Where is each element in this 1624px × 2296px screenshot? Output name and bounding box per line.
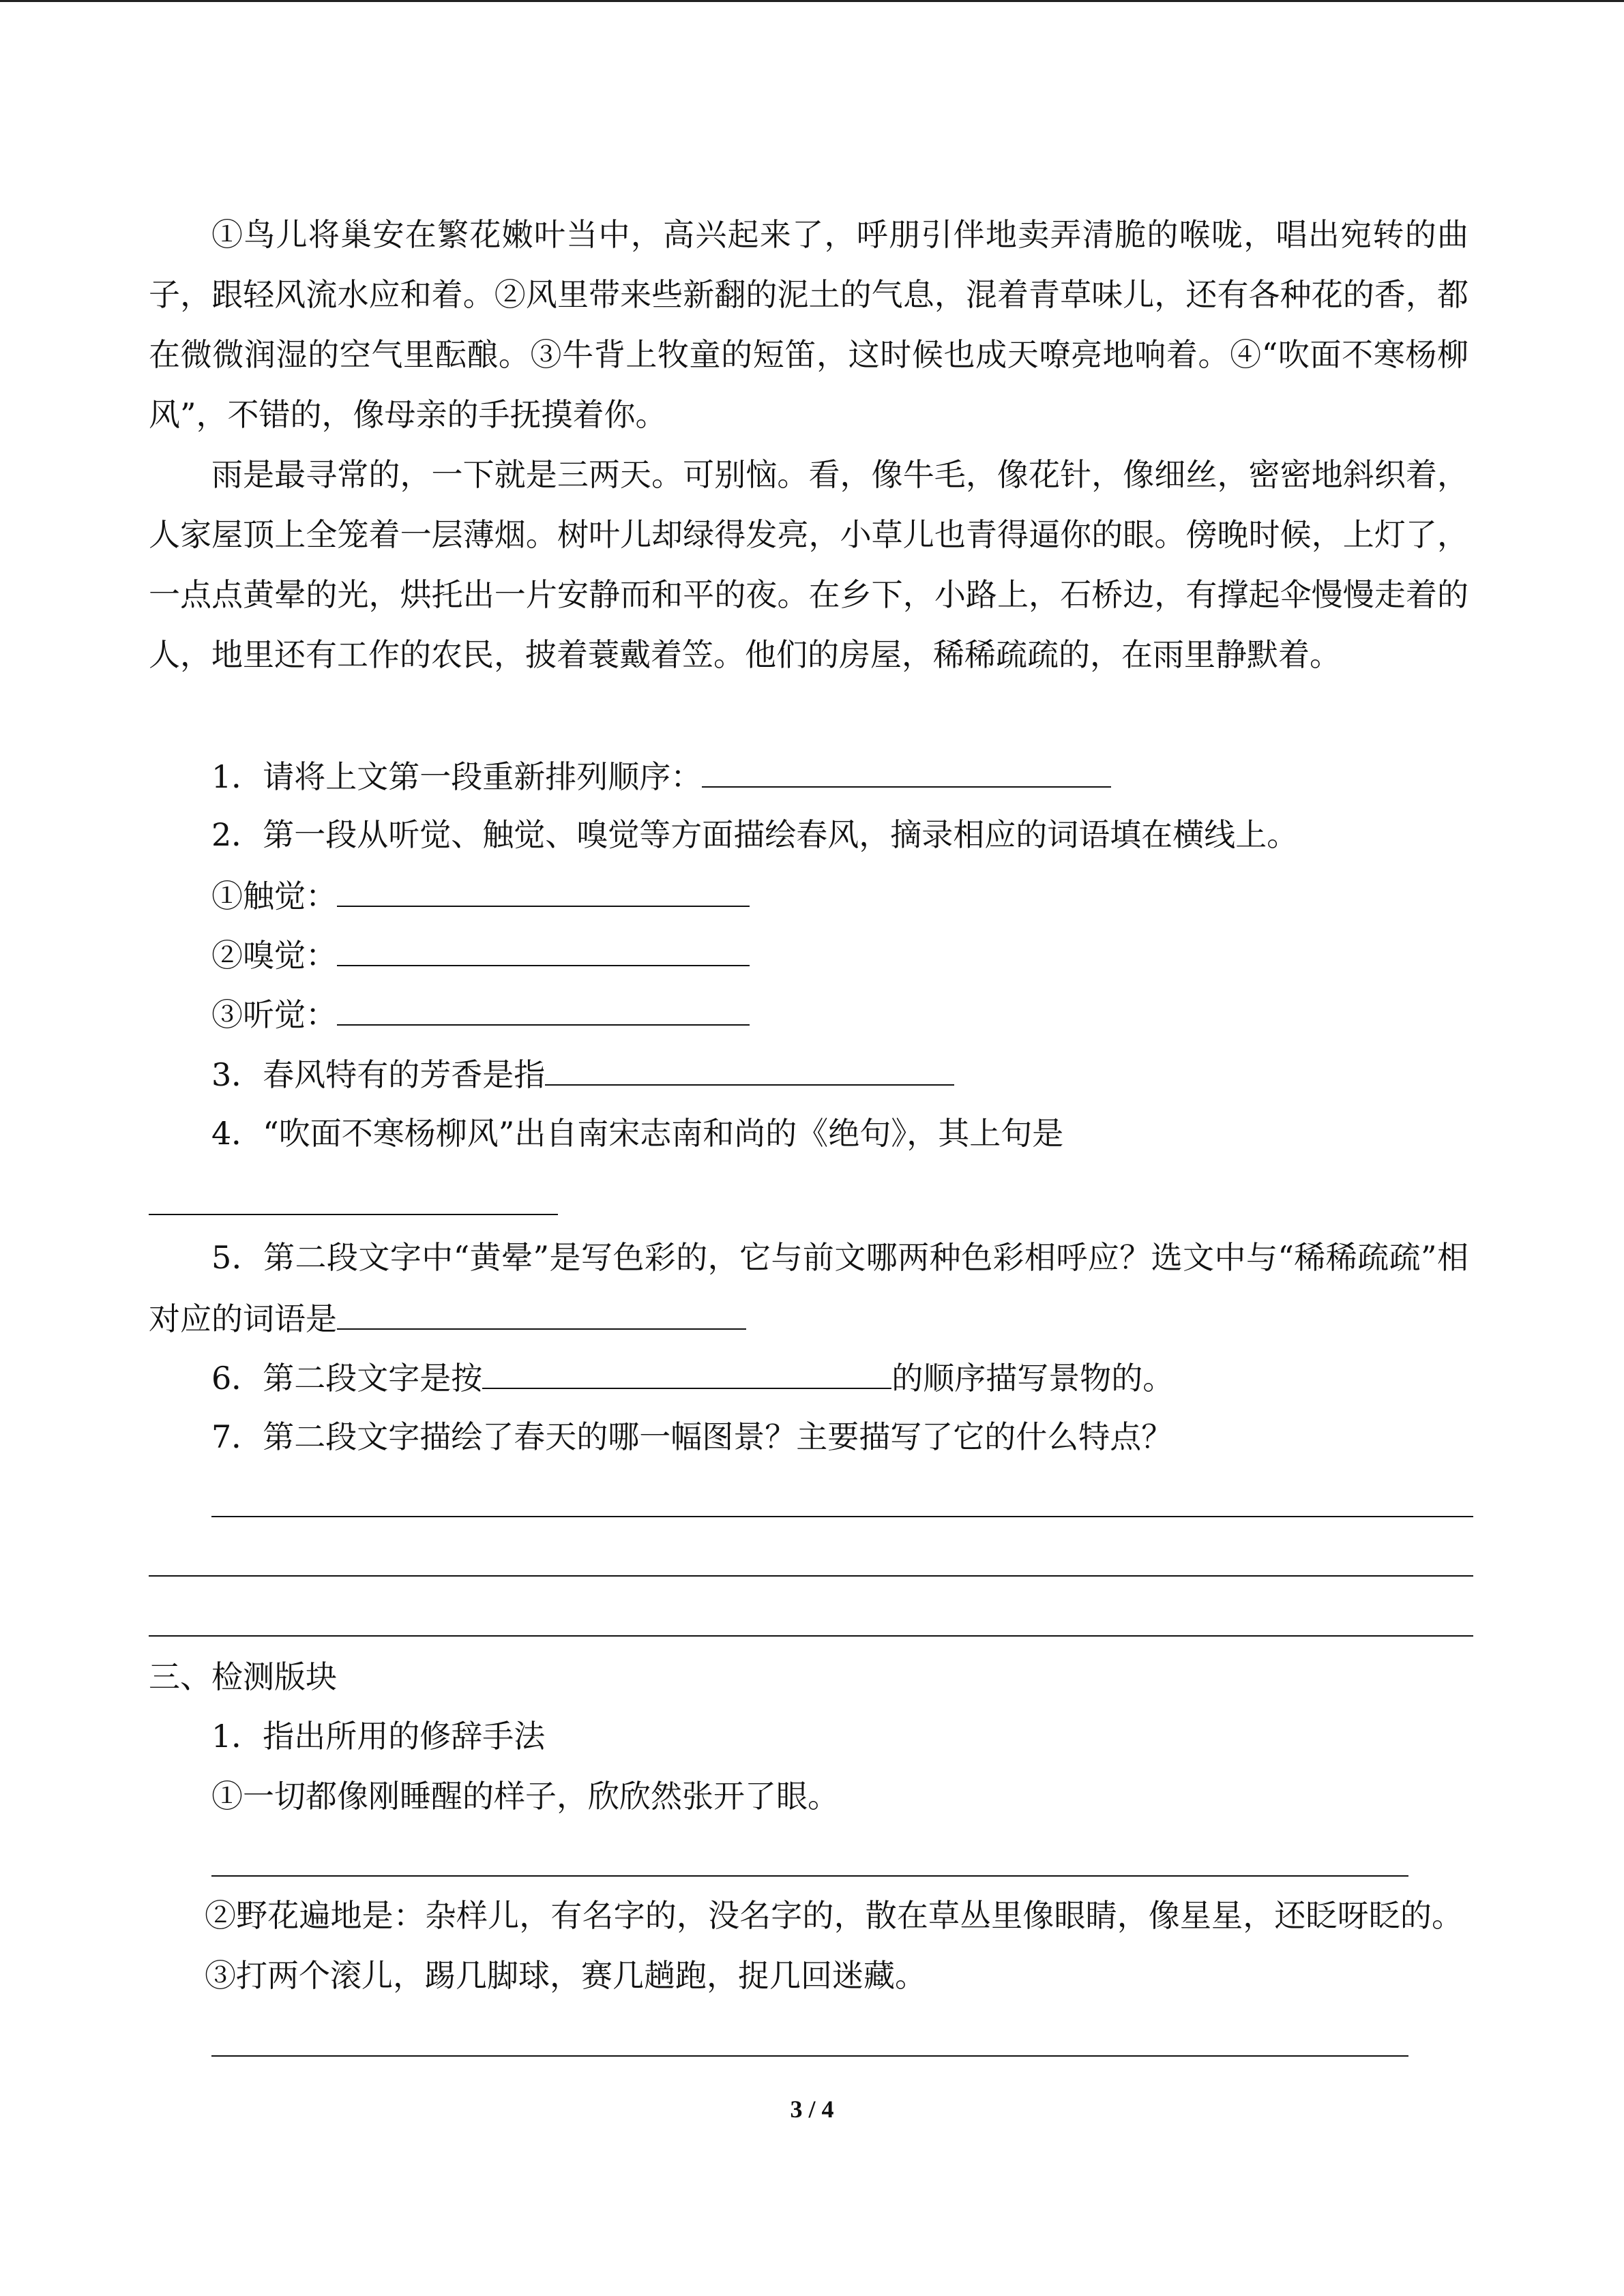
answer-line-item-1[interactable] xyxy=(211,1875,1408,1877)
question-3 xyxy=(211,1043,954,1105)
section-3-question-1: 1．指出所用的修辞手法 xyxy=(211,1718,546,1755)
answer-blank-q5[interactable] xyxy=(337,1287,746,1330)
top-border xyxy=(0,0,1624,2)
smell-label: ②嗅觉： xyxy=(211,937,337,974)
touch-label: ①触觉： xyxy=(211,878,337,914)
question-7-text: 7．第二段文字描绘了春天的哪一幅图景？主要描写了它的什么特点？ xyxy=(211,1418,1173,1455)
answer-blank-q1[interactable] xyxy=(702,745,1111,788)
question-4-text: 4．“吹面不寒杨柳风”出自南宋志南和尚的《绝句》，其上句是 xyxy=(211,1115,1064,1152)
section-3-item-2: ②野花遍地是：杂样儿，有名字的，没名字的，散在草丛里像眼睛，像星星，还眨呀眨的。③打两个滚儿，踢几脚球，赛几趟跑，捉几回迷藏。 xyxy=(205,1897,1463,1994)
answer-blank-q6[interactable] xyxy=(482,1347,891,1389)
answer-line-item-2[interactable] xyxy=(211,2055,1408,2057)
answer-line-q7-3[interactable] xyxy=(149,1635,1473,1637)
question-6-text-pre: 6．第二段文字是按 xyxy=(211,1360,483,1397)
question-1 xyxy=(211,745,1111,807)
hearing-label: ③听觉： xyxy=(211,996,337,1033)
question-2-touch xyxy=(211,865,750,926)
question-6-text-post: 的顺序描写景物的。 xyxy=(891,1360,1175,1397)
answer-line-q7-2[interactable] xyxy=(149,1575,1473,1577)
answer-blank-hearing[interactable] xyxy=(337,983,750,1026)
section-3-heading: 三、检测版块 xyxy=(149,1658,337,1695)
passage-paragraph-1: ①鸟儿将巢安在繁花嫩叶当中，高兴起来了，呼朋引伴地卖弄清脆的喉咙，唱出宛转的曲子，跟轻风流水应和着。②风里带来些新翻的泥土的气息，混着青草味儿，还有各种花的香，都在微微润湿的空气里酝酿。③牛背上牧童的短笛，这时候也成天嘹亮地响着。④“吹面不寒杨柳风”，不错的，像母亲的手抚摸着你。 xyxy=(149,216,1468,433)
question-6 xyxy=(211,1347,1174,1408)
question-5 xyxy=(149,1227,1468,1349)
answer-blank-touch[interactable] xyxy=(337,865,750,907)
page-number: 3 / 4 xyxy=(790,2096,834,2123)
answer-line-q4[interactable] xyxy=(149,1214,558,1215)
passage-paragraph-2: 雨是最寻常的，一下就是三两天。可别恼。看，像牛毛，像花针，像细丝，密密地斜织着，人家屋顶上全笼着一层薄烟。树叶儿却绿得发亮，小草儿也青得逼你的眼。傍晚时候，上灯了，一点点黄晕的光，烘托出一片安静而和平的夜。在乡下，小路上，石桥边，有撑起伞慢慢走着的人，地里还有工作的农民，披着蓑戴着笠。他们的房屋，稀稀疏疏的，在雨里静默着。 xyxy=(149,456,1468,673)
question-2-text: 2．第一段从听觉、触觉、嗅觉等方面描绘春风，摘录相应的词语填在横线上。 xyxy=(211,816,1299,853)
question-3-text: 3．春风特有的芳香是指 xyxy=(211,1056,546,1093)
answer-blank-smell[interactable] xyxy=(337,924,750,966)
question-5-text: 5．第二段文字中“黄晕”是写色彩的，它与前文哪两种色彩相呼应？选文中与“稀稀疏疏”相对应的词语是 xyxy=(149,1239,1468,1337)
answer-blank-q3[interactable] xyxy=(545,1043,954,1086)
question-2-hearing xyxy=(211,983,750,1045)
question-1-text: 1．请将上文第一段重新排列顺序： xyxy=(211,758,703,795)
answer-line-q7-1[interactable] xyxy=(211,1516,1473,1517)
section-3-item-1: ①一切都像刚睡醒的样子，欣欣然张开了眼。 xyxy=(211,1778,839,1815)
question-2-smell xyxy=(211,924,750,985)
